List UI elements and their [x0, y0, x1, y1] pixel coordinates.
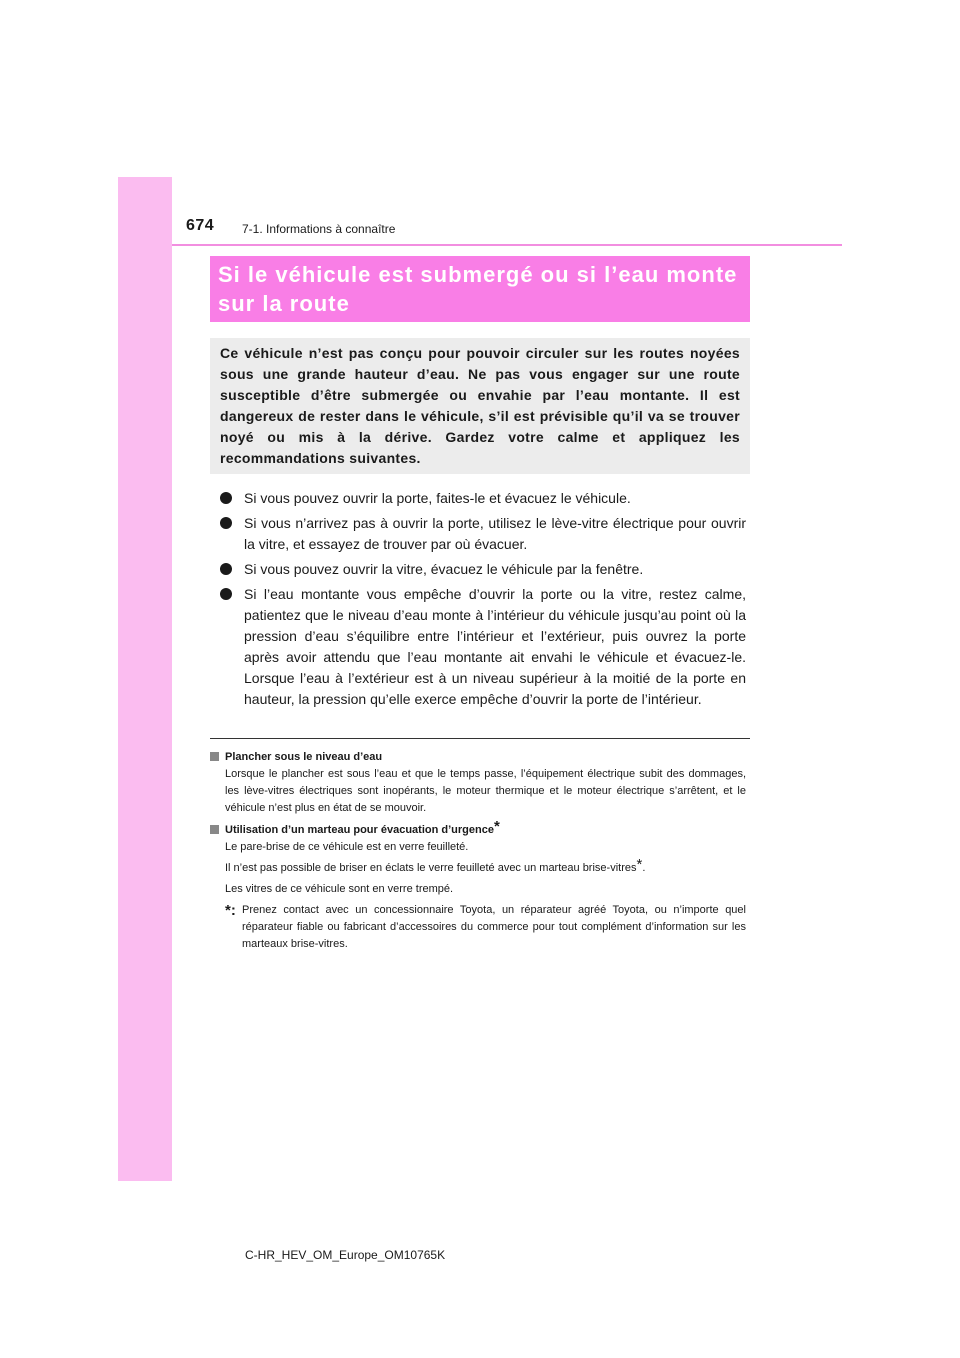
notes-section [210, 746, 746, 953]
bullet-icon [220, 492, 232, 504]
notes-divider [210, 738, 750, 739]
header-rule [172, 244, 842, 246]
footnote [210, 902, 746, 953]
bullet-icon [220, 588, 232, 600]
intro-box [210, 338, 750, 474]
square-bullet-icon [210, 825, 219, 834]
section-reference: 7-1. Informations à connaître [242, 222, 396, 236]
square-bullet-icon [210, 752, 219, 761]
note-text-hammer-1: Le pare-brise de ce véhicule est en verre feuilleté. [225, 841, 469, 853]
instruction-list [218, 488, 746, 714]
footnote-mark: *: [225, 902, 236, 919]
section-title: Si le véhicule est submergé ou si l’eau monte sur la route [218, 262, 738, 316]
footnote-text: Prenez contact avec un concessionnaire Toyota, un réparateur agréé Toyota, ou n’importe quel réparateur fiable ou fabricant d’accessoires du commerce pour tout complément d’information sur les marteaux brise-vitres. [242, 904, 746, 950]
bullet-icon [220, 563, 232, 575]
list-item: Si vous n’arrivez pas à ouvrir la porte, utilisez le lève-vitre électrique pour ouvrir la vitre, et essayez de trouver par où évacuer. [218, 513, 746, 555]
note-text-floor: Lorsque le plancher est sous l’eau et que le temps passe, l’équipement électrique subit des dommages, les lève-vitres électriques sont inopérants, le moteur thermique et le moteur électrique s’arrêtent, et le véhicule n’est plus en état de se mouvoir. [225, 768, 746, 814]
section-title-band [210, 256, 750, 322]
asterisk-mark: * [636, 856, 643, 873]
side-tab-band [118, 177, 172, 1181]
asterisk-mark: * [493, 818, 500, 835]
note-text-hammer-2: Il n’est pas possible de briser en éclats le verre feuilleté avec un marteau brise-vitres*. [225, 856, 646, 874]
page-number: 674 [186, 217, 215, 234]
list-item: Si vous pouvez ouvrir la porte, faites-le et évacuez le véhicule. [218, 488, 746, 509]
intro-text: Ce véhicule n’est pas conçu pour pouvoir circuler sur les routes noyées sous une grande hauteur d’eau. Ne pas vous engager sur une route susceptible d’être submergée ou envahie par l’eau montante. Il est dangereux de rester dans le véhicule, s’il est prévisible qu’il va se trouver noyé ou mis à la dérive. Gardez votre calme et appliquez les recommandations suivantes. [220, 345, 740, 466]
list-item: Si vous pouvez ouvrir la vitre, évacuez le véhicule par la fenêtre. [218, 559, 746, 580]
note-heading-floor: Plancher sous le niveau d’eau [210, 748, 746, 766]
bullet-icon [220, 517, 232, 529]
document-footer: C-HR_HEV_OM_Europe_OM10765K [245, 1248, 446, 1262]
list-item: Si l’eau montante vous empêche d’ouvrir la porte ou la vitre, restez calme, patientez que le niveau d’eau monte à l’intérieur du véhicule jusqu’au point où la pression d’eau s’équilibre entre l’intérieur et l’extérieur, puis ouvrez la porte après avoir attendu que l’eau montante ait envahi le véhicule et évacuez-le. Lorsque l’eau à l’extérieur est à un niveau supérieur à la moitié de la porte en hauteur, la pression qu’elle exerce empêche d’ouvrir la porte de l’intérieur. [218, 584, 746, 710]
note-text-hammer-3: Les vitres de ce véhicule sont en verre trempé. [225, 883, 454, 895]
note-heading-hammer: Utilisation d’un marteau pour évacuation d’urgence* [210, 821, 746, 839]
